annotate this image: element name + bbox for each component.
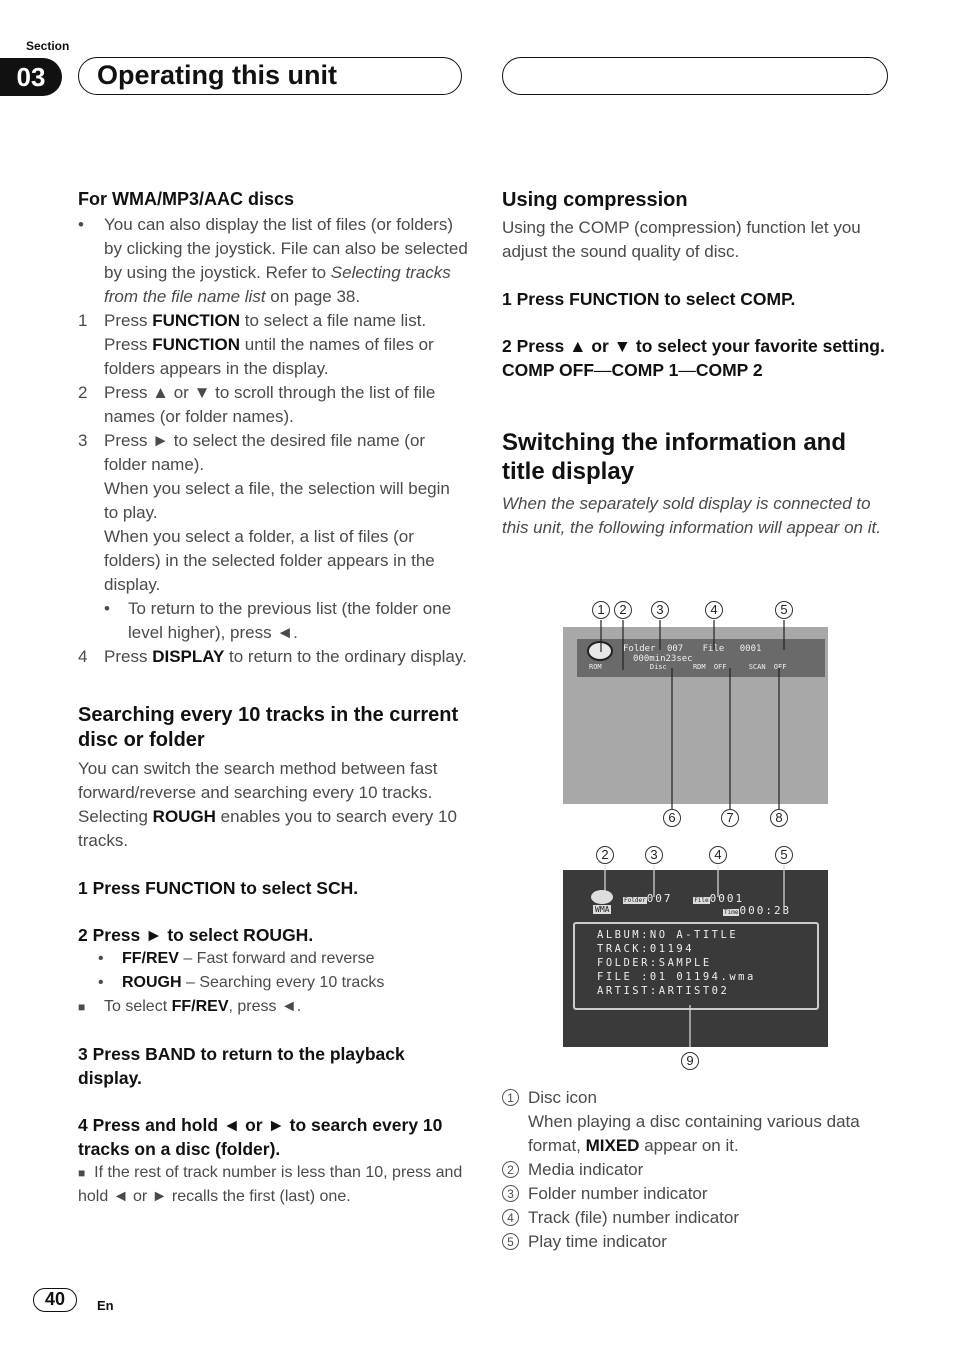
s4-a: Press [104, 647, 153, 666]
callout-1: 1 [592, 601, 610, 619]
file-value-2: 0001 [709, 892, 745, 905]
legend-item-1 [502, 1086, 887, 1110]
info-line-album: ALBUM:NO A-TITLE [597, 929, 739, 941]
rom-label: ROM [589, 663, 602, 671]
wma-step-3-bullet [78, 597, 468, 645]
bullet-dot: • [98, 974, 104, 991]
media-indicator: WMA [595, 905, 610, 914]
legend-label: Track (file) number indicator [528, 1208, 739, 1227]
comp-sep: — [594, 360, 612, 380]
left-column [78, 187, 468, 1209]
rough-option [78, 971, 468, 995]
search-step-1: 1 Press FUNCTION to select SCH. [78, 878, 359, 898]
note1-b: FF/REV [171, 998, 229, 1015]
search-step-2: 2 Press ► to select ROUGH. [78, 925, 314, 945]
note-rest [78, 1161, 468, 1209]
search-step-3: 3 Press BAND to return to the playback display. [78, 1044, 405, 1088]
bullet1-text: You can also display the list of files (or folders) by clicking the joystick. File can also be selected by using the joystick. Refer to [104, 215, 468, 282]
comp-step-2: 2 Press ▲ or ▼ to select your favorite setting. [502, 336, 885, 356]
comp-off: COMP OFF [502, 360, 595, 380]
legend-label: Disc icon [528, 1088, 597, 1107]
search-intro-a: You can switch the search method between fast forward/reverse and searching every 10 tracks. Selecting [78, 759, 438, 826]
scan-label: SCAN [748, 663, 766, 671]
legend-item-3 [502, 1182, 887, 1206]
step-number: 1 [78, 311, 88, 330]
legend-num: 5 [502, 1233, 519, 1250]
time-label-2: Time [724, 909, 739, 916]
s1-b2: FUNCTION [152, 335, 241, 354]
legend-num: 4 [502, 1209, 519, 1226]
callout-4b: 4 [709, 846, 727, 864]
s1-d: until the names of files or folders appears in the display. [104, 335, 434, 378]
note-square: ■ [78, 1166, 86, 1180]
folder-value: 007 [666, 644, 684, 654]
search-intro-b: ROUGH [152, 807, 216, 826]
legend-label: Play time indicator [528, 1232, 667, 1251]
page-title: Operating this unit [78, 57, 462, 95]
callout-5: 5 [775, 601, 793, 619]
bullet-joystick [78, 213, 468, 309]
header-empty-pill [502, 57, 888, 95]
bullet1-ref: Selecting tracks from the file name list [104, 263, 451, 306]
comp-2: COMP 2 [695, 360, 763, 380]
comp-heading: Using compression [502, 189, 688, 211]
info-line-folder: FOLDER:SAMPLE [597, 957, 712, 969]
s3-a: Press ► to select the desired file name (or folder name). [104, 431, 426, 474]
switch-heading: Switching the information and title display [502, 429, 846, 485]
note-square: ■ [78, 1000, 86, 1014]
info-line-file: FILE :01 01194.wma [597, 971, 756, 983]
file-value: 0001 [739, 644, 762, 654]
rough-label: ROUGH [122, 974, 182, 991]
s3-bullet: To return to the previous list (the folder one level higher), press ◄. [128, 599, 452, 642]
bullet-dot: • [78, 215, 84, 234]
scan-value: OFF [773, 663, 787, 671]
callout-7: 7 [721, 809, 739, 827]
wma-step-2 [78, 381, 468, 429]
s4-b: DISPLAY [152, 647, 225, 666]
s4-c: to return to the ordinary display. [224, 647, 467, 666]
callout-2b: 2 [596, 846, 614, 864]
s3-b: When you select a file, the selection will begin to play. [104, 479, 450, 522]
info-line-artist: ARTIST:ARTIST02 [597, 985, 730, 997]
time-value-2: 000:23 [739, 904, 792, 917]
rdm-value: OFF [713, 663, 727, 671]
disc-label: Disc [649, 663, 667, 671]
callout-5b: 5 [775, 846, 793, 864]
search-intro [78, 757, 468, 853]
note-ffrev [78, 995, 468, 1019]
folder-label: Folder [623, 644, 656, 654]
step-number: 3 [78, 431, 88, 450]
legend-item-5 [502, 1230, 887, 1254]
legend1-sub-a: When playing a disc containing various data format, [528, 1112, 860, 1155]
wma-step-4 [78, 645, 468, 669]
section-label: Section [26, 39, 70, 53]
legend-num: 3 [502, 1185, 519, 1202]
bullet1-tail: on page 38. [265, 287, 361, 306]
ff-desc: – Fast forward and reverse [178, 950, 375, 967]
bullet-dot: • [98, 950, 104, 967]
legend-label: Folder number indicator [528, 1184, 708, 1203]
callout-4: 4 [705, 601, 723, 619]
legend1-sub-c: appear on it. [639, 1136, 739, 1155]
callout-9: 9 [681, 1052, 699, 1070]
rdm-label: RDM [692, 663, 706, 671]
s1-b1: FUNCTION [152, 311, 241, 330]
search-step-4: 4 Press and hold ◄ or ► to search every 10 tracks on a disc (folder). [78, 1115, 443, 1159]
wma-step-3 [78, 429, 468, 597]
section-number: 03 [0, 58, 62, 96]
folder-value-2: 007 [646, 892, 673, 905]
legend [502, 1086, 887, 1254]
right-column [502, 188, 887, 540]
ff-rev-option [78, 947, 468, 971]
switch-intro: When the separately sold display is connected to this unit, the following information will appear on it. [502, 494, 881, 537]
ff-label: FF/REV [122, 950, 179, 967]
comp-sep: — [678, 360, 696, 380]
legend-item-1-sub [502, 1110, 887, 1158]
callout-3b: 3 [645, 846, 663, 864]
comp-intro: Using the COMP (compression) function let you adjust the sound quality of disc. [502, 218, 861, 261]
display2-leader-lines [563, 855, 828, 1060]
callout-6: 6 [663, 809, 681, 827]
wma-step-1 [78, 309, 468, 381]
s2-text: Press ▲ or ▼ to scroll through the list of file names (or folder names). [104, 383, 436, 426]
s1-c: to select a file name list. Press [104, 311, 427, 354]
search-intro-c: enables you to search every 10 tracks. [78, 807, 457, 850]
search-heading: Searching every 10 tracks in the current disc or folder [78, 704, 459, 751]
step-number: 4 [78, 647, 88, 666]
folder-label-2: Folder [624, 897, 646, 904]
callout-2: 2 [614, 601, 632, 619]
legend-num: 2 [502, 1161, 519, 1178]
wma-heading: For WMA/MP3/AAC discs [78, 189, 295, 209]
note2-text: If the rest of track number is less than 10, press and hold ◄ or ► recalls the first (last) one. [78, 1164, 463, 1205]
comp-1: COMP 1 [611, 360, 679, 380]
legend1-sub-b: MIXED [585, 1136, 640, 1155]
s1-a: Press [104, 311, 153, 330]
callout-8: 8 [770, 809, 788, 827]
legend-num: 1 [502, 1089, 519, 1106]
legend-label: Media indicator [528, 1160, 644, 1179]
step-number: 2 [78, 383, 88, 402]
page-number: 40 [33, 1288, 77, 1312]
display1-leader-lines [563, 610, 828, 820]
bullet-dot: • [104, 599, 110, 618]
note1-c: , press ◄. [228, 998, 302, 1015]
rough-desc: – Searching every 10 tracks [181, 974, 385, 991]
time-value: 000min23sec [633, 654, 693, 664]
file-label-2: File [694, 897, 709, 904]
legend-item-2 [502, 1158, 887, 1182]
callout-3: 3 [651, 601, 669, 619]
info-line-track: TRACK:01194 [597, 943, 695, 955]
comp-step-1: 1 Press FUNCTION to select COMP. [502, 289, 796, 309]
file-label: File [702, 644, 725, 654]
language-code: En [97, 1298, 114, 1313]
legend-item-4 [502, 1206, 887, 1230]
comp-values [502, 358, 887, 382]
s3-c: When you select a folder, a list of files (or folders) in the selected folder appears in the display. [104, 527, 435, 594]
note1-a: To select [104, 998, 172, 1015]
